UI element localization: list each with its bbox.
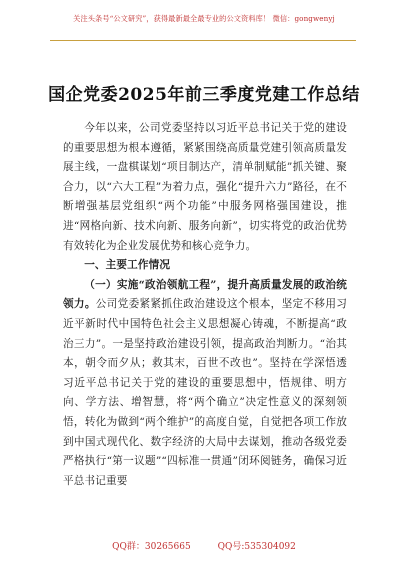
footer bbox=[0, 539, 408, 552]
header-note: 关注头条号“公文研究”，获得最新最全最专业的公文资料库！ 微信：gongwenyj bbox=[73, 14, 335, 23]
document-body bbox=[63, 119, 347, 491]
footer-qq: QQ号:535304092 bbox=[217, 542, 296, 552]
subsection-heading: （一）实施“政治领航工程”，提升高质量发展的政治统领力。 bbox=[63, 278, 347, 311]
subsection-body: 公司党委紧紧抓住政治建设这个根本，坚定不移用习近平新时代中国特色社会主义思想凝心铸魂，不断提高“政治三力”。一是坚持政治建设引领，提高政治判断力。“治其本，朝令而夕从；救其末，百世不改也”。坚持在学深悟透习近平总书记关于党的建设的重要思想中，悟规律、明方向、学方法、增智慧，将“两个确立”决定性意义的深刻领悟，转化为做到“两个维护”的高度自觉，自觉把各项工作放到中国式现代化、数字经济的大局中去谋划，推动各级党委严格执行“第一议题”“四标准一贯通”闭环阅链务，确保习近平总书记重要 bbox=[63, 298, 347, 487]
header-divider bbox=[50, 40, 356, 41]
section-heading: 一、主要工作情况 bbox=[84, 259, 171, 272]
document-title: 国企党委2025年前三季度党建工作总结 bbox=[48, 85, 360, 105]
footer-qq-group: QQ群：30265665 bbox=[112, 542, 191, 552]
intro-paragraph: 今年以来，公司党委坚持以习近平总书记关于党的建设的重要思想为根本遵循，紧紧围绕高质量党建引领高质量发展主线，一盘棋谋划“项目制达产，清单制赋能”抓关键、聚合力，以“六大工程”为着力点，强化“提升六力”路径，在不断增强基层党组织“两个功能”中服务网格强国建设，推进“网格向新、技术向新、服务向新”，切实将党的政治优势有效转化为企业发展优势和核心竞争力。 bbox=[63, 122, 347, 252]
subsection-paragraph bbox=[63, 276, 347, 492]
